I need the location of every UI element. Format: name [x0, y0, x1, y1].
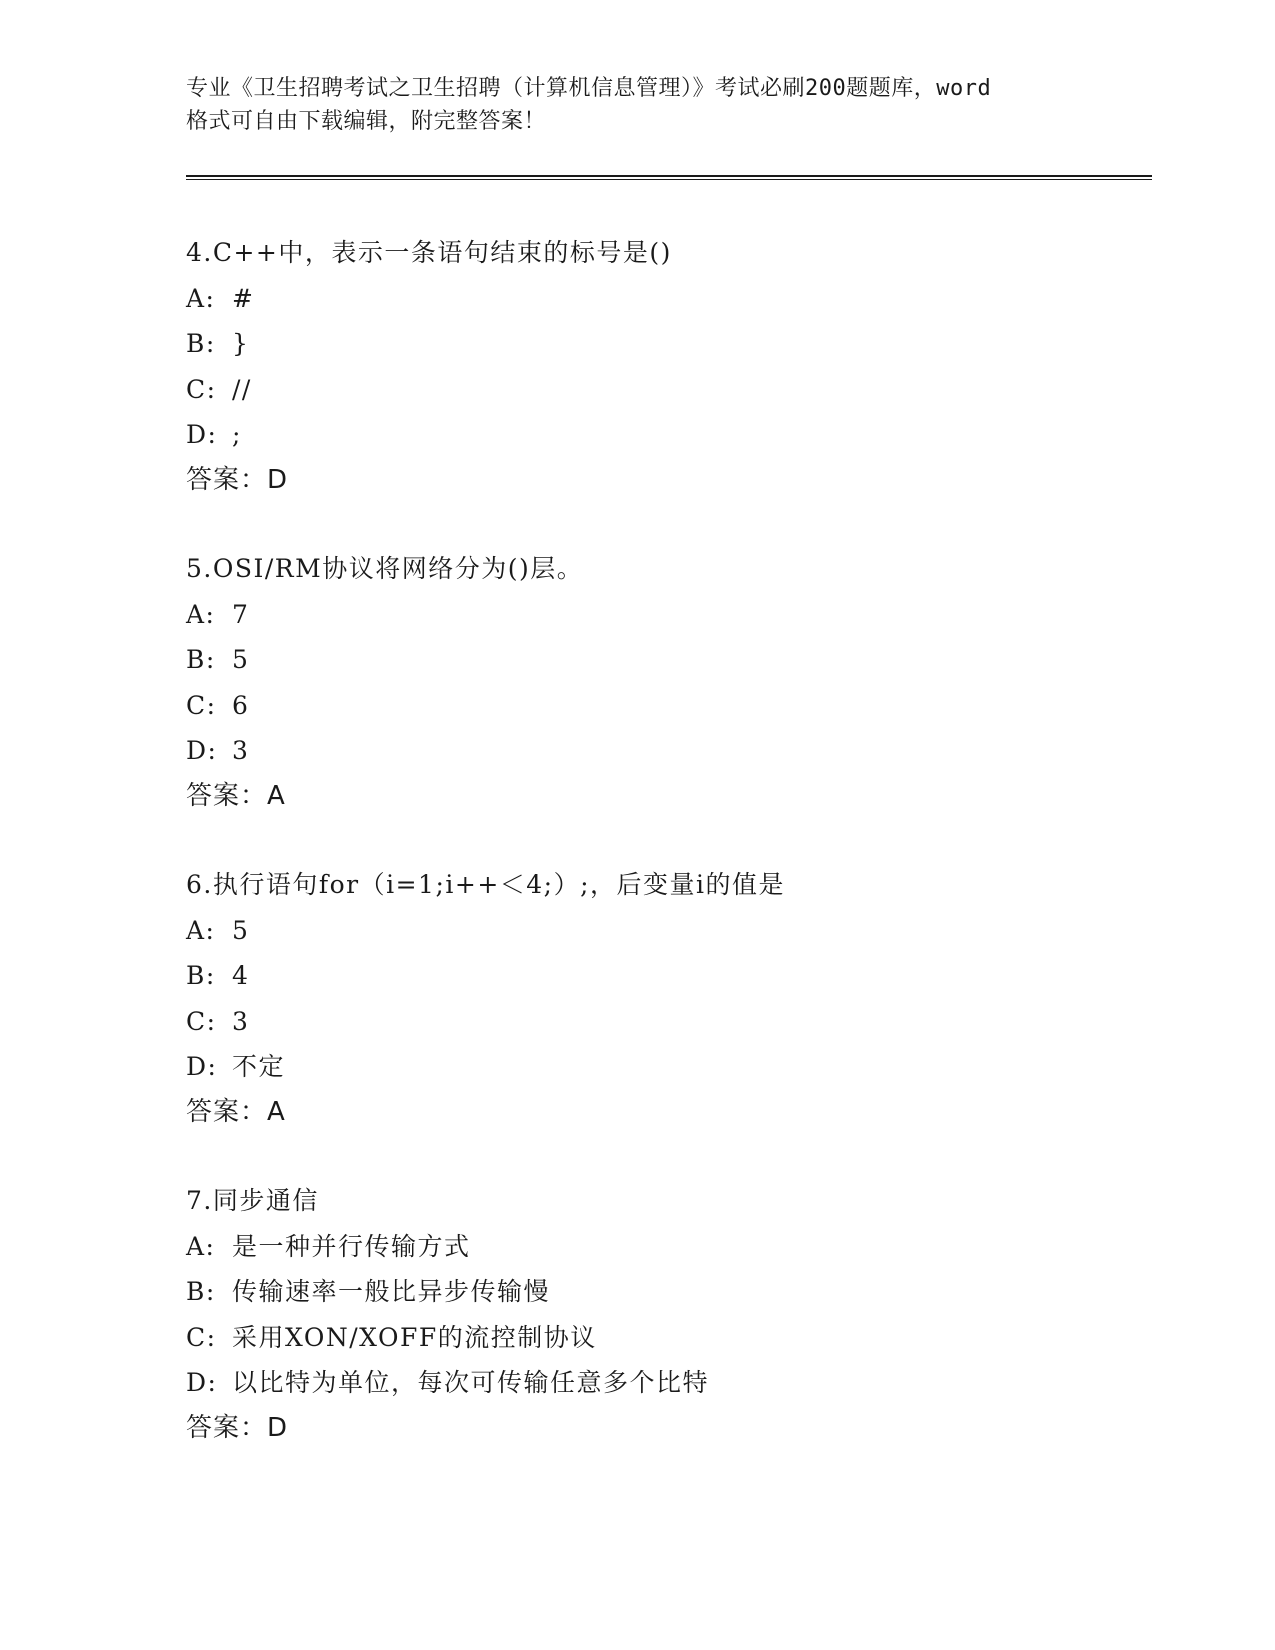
option-c	[186, 367, 1152, 413]
option-c	[186, 999, 1152, 1045]
option-text: 3	[232, 1006, 250, 1036]
option-text: //	[232, 374, 252, 404]
option-key: A:	[186, 915, 216, 945]
option-text: ;	[232, 420, 242, 449]
answer-value: A	[267, 780, 286, 811]
answer-label: 答案：	[186, 780, 268, 811]
answer-value: D	[267, 464, 289, 495]
answer-value: A	[267, 1096, 286, 1127]
option-key: D:	[186, 736, 218, 765]
answer-label: 答案：	[186, 1096, 268, 1127]
option-key: C:	[186, 1006, 217, 1036]
option-text: 以比特为单位，每次可传输任意多个比特	[232, 1368, 710, 1397]
header-divider	[186, 175, 1152, 180]
answer-label: 答案：	[186, 464, 268, 495]
option-text: 3	[232, 736, 250, 765]
option-text: #	[232, 283, 255, 313]
option-text: 5	[232, 645, 250, 674]
option-a	[186, 1224, 1152, 1270]
question-list	[186, 230, 1152, 1451]
option-text: 采用XON/XOFF的流控制协议	[232, 1322, 597, 1352]
option-key: C:	[186, 690, 217, 720]
option-text: 不定	[232, 1052, 286, 1081]
option-d	[186, 412, 1152, 458]
option-c	[186, 1315, 1152, 1361]
question-title: 5.OSI/RM协议将网络分为()层。	[186, 554, 584, 583]
option-key: C:	[186, 1322, 217, 1352]
option-d	[186, 1360, 1152, 1406]
option-text: }	[232, 329, 250, 358]
option-b	[186, 953, 1152, 999]
option-key: B:	[186, 1277, 216, 1306]
option-text: 5	[232, 915, 250, 945]
option-key: D:	[186, 1052, 218, 1081]
question-title: 6.执行语句for（i=1;i++＜4;）;，后变量i的值是	[186, 870, 786, 899]
option-text: 4	[232, 961, 250, 990]
answer-line	[186, 458, 1152, 504]
header-line-1: 专业《卫生招聘考试之卫生招聘（计算机信息管理）》考试必刷200题题库，word	[186, 76, 992, 101]
option-text: 传输速率一般比异步传输慢	[232, 1277, 551, 1306]
option-key: A:	[186, 599, 216, 629]
document-header	[186, 72, 1152, 138]
option-b	[186, 321, 1152, 367]
question-5	[186, 546, 1152, 819]
question-title: 4.C++中，表示一条语句结束的标号是()	[186, 238, 672, 267]
question-6	[186, 862, 1152, 1135]
option-key: D:	[186, 1368, 218, 1397]
answer-line	[186, 774, 1152, 820]
question-4	[186, 230, 1152, 503]
option-d	[186, 728, 1152, 774]
option-text: 是一种并行传输方式	[232, 1231, 471, 1261]
option-d	[186, 1044, 1152, 1090]
header-line-2: 格式可自由下载编辑，附完整答案！	[186, 109, 547, 134]
option-key: C:	[186, 374, 217, 404]
option-key: D:	[186, 420, 218, 449]
option-b	[186, 637, 1152, 683]
option-key: A:	[186, 1231, 216, 1261]
option-text: 6	[232, 690, 250, 720]
option-b	[186, 1269, 1152, 1315]
option-key: A:	[186, 283, 216, 313]
question-7	[186, 1178, 1152, 1451]
option-c	[186, 683, 1152, 729]
option-key: B:	[186, 329, 216, 358]
answer-label: 答案：	[186, 1412, 268, 1443]
answer-line	[186, 1090, 1152, 1136]
option-key: B:	[186, 645, 216, 674]
option-text: 7	[232, 599, 250, 629]
document-page	[186, 72, 1152, 1494]
answer-line	[186, 1406, 1152, 1452]
option-key: B:	[186, 961, 216, 990]
option-a	[186, 592, 1152, 638]
answer-value: D	[267, 1412, 289, 1443]
option-a	[186, 276, 1152, 322]
option-a	[186, 908, 1152, 954]
question-title: 7.同步通信	[186, 1186, 319, 1215]
